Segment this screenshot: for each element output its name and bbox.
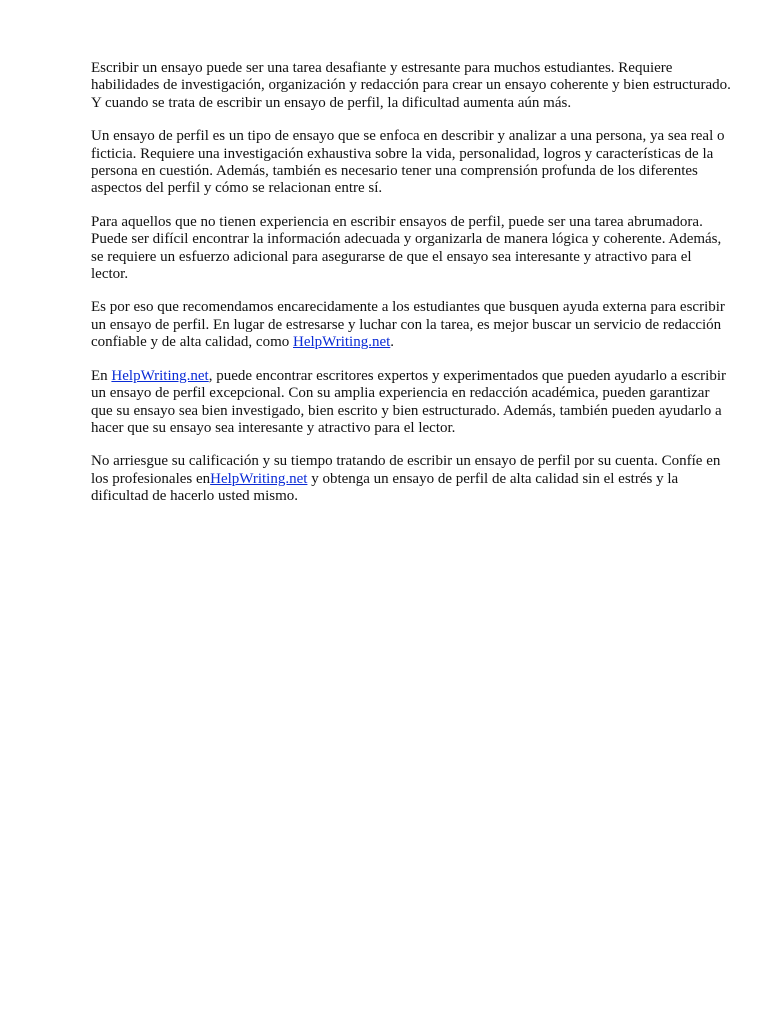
helpwriting-link-2[interactable]: HelpWriting.net <box>111 367 209 384</box>
paragraph-4-end: . <box>390 334 395 351</box>
helpwriting-link-1[interactable]: HelpWriting.net <box>293 334 391 351</box>
paragraph-3: Para aquellos que no tienen experiencia en escribir ensayos de perfil, puede ser una tarea abrumadora. Puede ser difícil encontrar la información adecuada y organizarla de manera lógica y coherente. Además, se requiere un esfuerzo adicional para asegurarse de que el ensayo sea interesante y atractivo para el lector. <box>91 213 722 283</box>
helpwriting-link-3[interactable]: HelpWriting.net <box>210 470 308 487</box>
paragraph-2: Un ensayo de perfil es un tipo de ensayo que se enfoca en describir y analizar a una persona, ya sea real o ficticia. Requiere una investigación exhaustiva sobre la vida, personalidad, logros y características de la persona en cuestión. Además, también es necesario tener una comprensión profunda de los diferentes aspectos del perfil y cómo se relacionan entre sí. <box>91 128 725 197</box>
paragraph-5-start: En <box>91 367 112 384</box>
paragraph-6 <box>91 453 731 505</box>
paragraph-5 <box>91 368 731 438</box>
paragraph-6-start: No arriesgue su calificación y su tiempo tratando de escribir un ensayo de perfil por su cuenta. Confíe en los profesionales en <box>91 453 721 487</box>
paragraph-5-text: , puede encontrar escritores expertos y experimentados que pueden ayudarlo a escribir un ensayo de perfil excepcional. Con su amplia experiencia en redacción académica, pueden garantizar que su ensayo sea bien investigado, bien escrito y bien estructurado. Además, también pueden ayudarlo a hacer que su ensayo sea interesante y atractivo para el lector. <box>91 367 727 436</box>
paragraph-4-text: Es por eso que recomendamos encarecidamente a los estudiantes que busquen ayuda externa para escribir un ensayo de perfil. En lugar de estresarse y luchar con la tarea, es mejor buscar un servicio de redacción confiable y de alta calidad, como <box>91 299 725 351</box>
paragraph-6-end: y obtenga un ensayo de perfil de alta calidad sin el estrés y la dificultad de hacerlo usted mismo. <box>91 470 679 505</box>
document-body <box>91 60 731 522</box>
paragraph-1: Escribir un ensayo puede ser una tarea desafiante y estresante para muchos estudiantes. Requiere habilidades de investigación, organización y redacción para crear un ensayo coherente y bien estructurado. Y cuando se trata de escribir un ensayo de perfil, la dificultad aumenta aún más. <box>91 60 731 111</box>
paragraph-4 <box>91 299 731 351</box>
